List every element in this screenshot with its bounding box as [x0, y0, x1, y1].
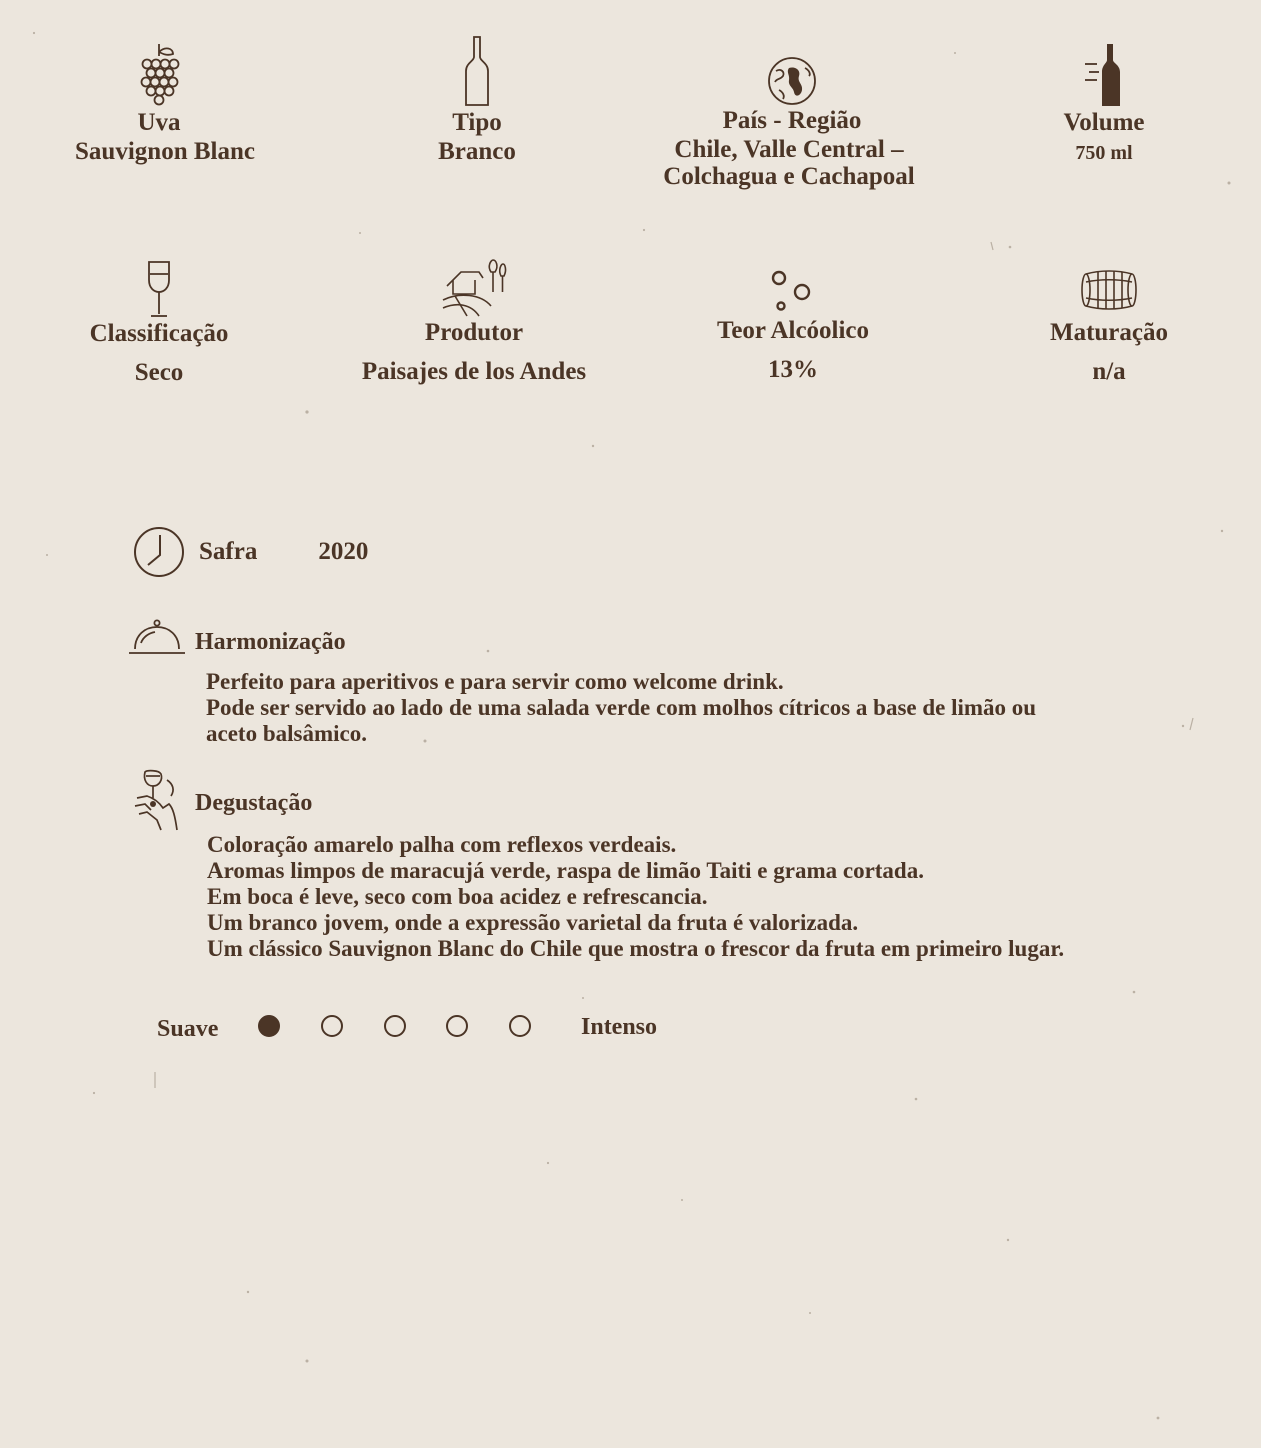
- spec-value-line: Colchagua e Cachapoal: [663, 163, 915, 190]
- spec-value: Paisajes de los Andes: [361, 358, 587, 385]
- spec-pais: [647, 56, 937, 190]
- spec-value: n/a: [1092, 358, 1126, 385]
- intensity-dot: [446, 1015, 468, 1037]
- spec-value: 13%: [768, 356, 818, 383]
- text-line: Coloração amarelo palha com reflexos verdeais.: [207, 832, 677, 857]
- spec-label: Teor Alcóolico: [716, 317, 870, 344]
- spec-label: Uva: [137, 109, 181, 136]
- spec-produtor: [329, 258, 619, 385]
- intensity-dot: [321, 1015, 343, 1037]
- harmonizacao-title: Harmonização: [195, 629, 346, 655]
- harmonizacao-text: [206, 669, 1206, 747]
- grapes-icon: [137, 42, 181, 108]
- spec-maturacao: [964, 270, 1254, 385]
- bubbles-icon: [768, 266, 818, 316]
- spec-label: Maturação: [1049, 319, 1169, 346]
- spec-uva: [14, 42, 304, 165]
- spec-label: Volume: [1063, 109, 1145, 136]
- scale-right-label: Intenso: [581, 1014, 658, 1040]
- barrel-icon: [1080, 270, 1138, 310]
- spec-label: País - Região: [722, 107, 862, 134]
- spec-classificacao: [14, 260, 304, 386]
- degustacao-title: Degustação: [195, 790, 313, 816]
- intensity-dot: [384, 1015, 406, 1037]
- spec-tipo: [332, 35, 622, 165]
- text-line: Em boca é leve, seco com boa acidez e refrescancia.: [207, 884, 708, 909]
- spec-value: Branco: [438, 138, 516, 165]
- cloche-icon: [127, 619, 187, 657]
- text-line: Aromas limpos de maracujá verde, raspa de limão Taiti e grama cortada.: [207, 858, 924, 883]
- tasting-hand-glass-icon: [133, 768, 183, 834]
- degustacao-text: [207, 832, 1207, 962]
- spec-value: Seco: [134, 359, 184, 386]
- bottle-volume-icon: [1083, 42, 1123, 108]
- wine-glass-icon: [146, 260, 172, 319]
- safra-row: [132, 525, 368, 579]
- text-line: aceto balsâmico.: [206, 721, 367, 746]
- spec-value: 750 ml: [1075, 142, 1133, 164]
- scale-left-label: Suave: [157, 1016, 219, 1042]
- spec-value: Sauvignon Blanc: [75, 138, 255, 165]
- text-line: Um branco jovem, onde a expressão varietal da fruta é valorizada.: [207, 910, 859, 935]
- spec-label: Tipo: [452, 109, 502, 136]
- text-line: Um clássico Sauvignon Blanc do Chile que mostra o frescor da fruta em primeiro lugar.: [207, 936, 1065, 961]
- clock-icon: [132, 525, 186, 579]
- intensity-dot: [258, 1015, 280, 1037]
- spec-value-line: Chile, Valle Central –: [674, 136, 904, 163]
- spec-label: Produtor: [424, 319, 524, 346]
- safra-value: 2020: [318, 538, 369, 565]
- spec-volume: [959, 42, 1249, 168]
- safra-label: Safra: [199, 538, 258, 565]
- spec-teor: [648, 266, 938, 383]
- spec-label: Classificação: [89, 320, 229, 347]
- vineyard-house-icon: [441, 258, 507, 318]
- globe-icon: [767, 56, 817, 106]
- bottle-outline-icon: [464, 35, 490, 108]
- text-line: Pode ser servido ao lado de uma salada verde com molhos cítricos a base de limão ou: [206, 695, 1037, 720]
- text-line: Perfeito para aperitivos e para servir como welcome drink.: [206, 669, 784, 694]
- intensity-dot: [509, 1015, 531, 1037]
